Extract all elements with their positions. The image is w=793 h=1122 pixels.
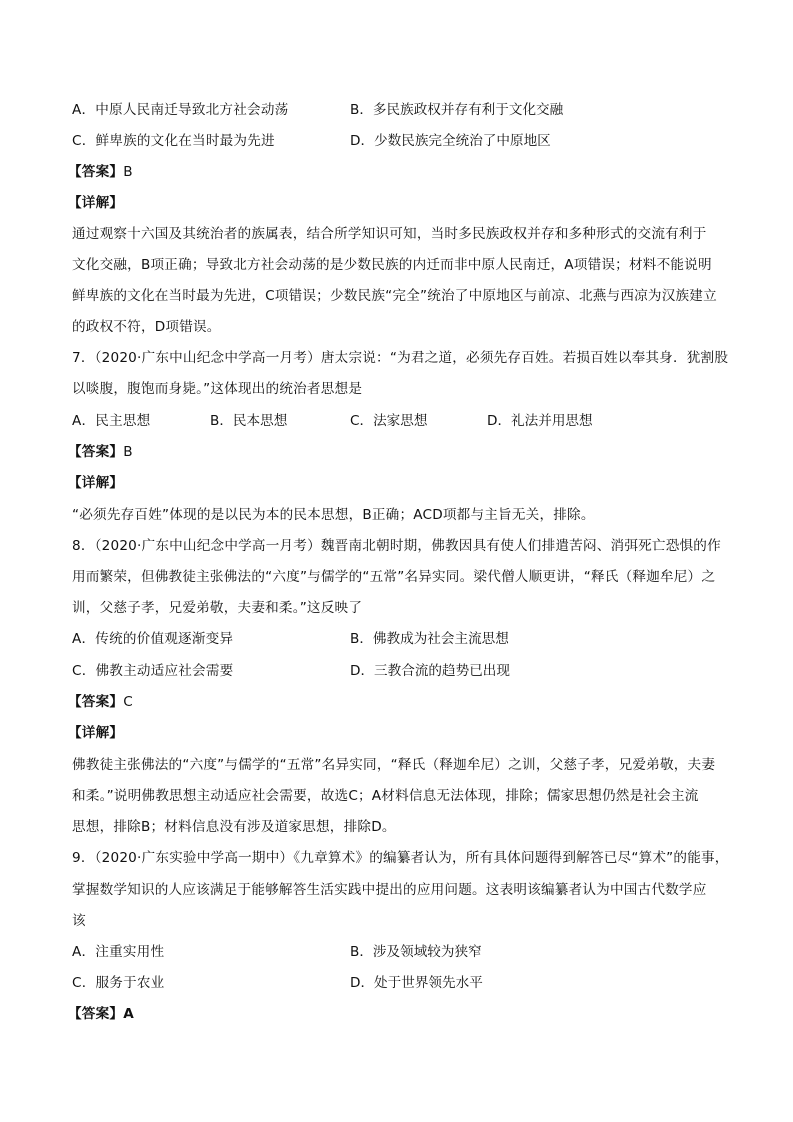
q6-option-c: C．鲜卑族的文化在当时最为先进 xyxy=(72,133,275,149)
q6-option-d: D．少数民族完全统治了中原地区 xyxy=(350,133,551,149)
answer-value: A xyxy=(123,1006,134,1022)
q8-stem-line: 训，父慈子孝，兄爱弟敬，夫妻和柔。”这反映了 xyxy=(72,600,363,616)
q8-detail-line: 和柔。”说明佛教思想主动适应社会需要，故选C；A材料信息无法体现，排除；儒家思想仍然是社会主流 xyxy=(72,788,699,804)
q9-option-c: C．服务于农业 xyxy=(72,975,165,991)
q6-detail-line: 的政权不符，D项错误。 xyxy=(72,319,221,335)
q9-stem-line: 该 xyxy=(72,913,86,929)
q7-option-c: C．法家思想 xyxy=(350,413,428,429)
answer-value: B xyxy=(123,164,133,180)
q7-detail-label: 【详解】 xyxy=(68,475,124,491)
q6-detail-line: 文化交融，B项正确；导致北方社会动荡的是少数民族的内迁而非中原人民南迁，A项错误；材料不能说明 xyxy=(72,257,712,273)
q8-stem-line: 8．（2020·广东中山纪念中学高一月考）魏晋南北朝时期，佛教因具有使人们排遣苦闷、消弭死亡恐惧的作 xyxy=(72,538,721,554)
q7-option-d: D．礼法并用思想 xyxy=(487,413,593,429)
q7-stem-line: 以啖腹，腹饱而身毙。”这体现出的统治者思想是 xyxy=(72,381,363,397)
answer-label: 【答案】 xyxy=(68,694,124,710)
q6-detail-line: 通过观察十六国及其统治者的族属表，结合所学知识可知，当时多民族政权并存和多种形式的交流有利于 xyxy=(72,226,707,242)
q8-detail-line: 佛教徒主张佛法的“六度”与儒学的“五常”名异实同，“释氏（释迦牟尼）之训，父慈子孝，兄爱弟敬，夫妻 xyxy=(72,757,716,773)
q7-answer xyxy=(68,442,133,462)
q7-detail-line: “必须先存百姓”体现的是以民为本的民本思想，B正确；ACD项都与主旨无关，排除。 xyxy=(72,507,595,523)
q6-option-b: B．多民族政权并存有利于文化交融 xyxy=(350,102,564,118)
answer-label: 【答案】 xyxy=(68,164,124,180)
q9-option-d: D．处于世界领先水平 xyxy=(350,975,483,991)
q8-option-b: B．佛教成为社会主流思想 xyxy=(350,631,509,647)
q8-option-c: C．佛教主动适应社会需要 xyxy=(72,663,234,679)
q6-detail-line: 鲜卑族的文化在当时最为先进，C项错误；少数民族“完全”统治了中原地区与前凉、北燕与西凉为汉族建立 xyxy=(72,288,717,304)
q6-answer xyxy=(68,162,133,182)
answer-value: B xyxy=(123,444,133,460)
q9-answer xyxy=(68,1004,134,1024)
answer-label: 【答案】 xyxy=(68,444,124,460)
q6-option-a: A．中原人民南迁导致北方社会动荡 xyxy=(72,102,289,118)
q9-option-b: B．涉及领域较为狭窄 xyxy=(350,944,482,960)
q8-detail-line: 思想，排除B；材料信息没有涉及道家思想，排除D。 xyxy=(72,819,396,835)
answer-label: 【答案】 xyxy=(68,1006,124,1022)
q8-detail-label: 【详解】 xyxy=(68,725,124,741)
q7-option-b: B．民本思想 xyxy=(210,413,288,429)
answer-value: C xyxy=(123,694,133,710)
q9-stem-line: 9．（2020·广东实验中学高一期中）《九章算术》的编纂者认为，所有具体问题得到解答已尽“算术”的能事， xyxy=(72,850,729,866)
q9-option-a: A．注重实用性 xyxy=(72,944,165,960)
q6-detail-label: 【详解】 xyxy=(68,195,124,211)
q8-option-d: D．三教合流的趋势已出现 xyxy=(350,663,510,679)
q7-stem-line: 7．（2020·广东中山纪念中学高一月考）唐太宗说：“为君之道，必须先存百姓。若损百姓以奉其身．犹割股 xyxy=(72,350,729,366)
q8-stem-line: 用而繁荣，但佛教徒主张佛法的“六度”与儒学的“五常”名异实同。梁代僧人顺更讲，“释氏（释迦牟尼）之 xyxy=(72,569,716,585)
q8-answer xyxy=(68,692,133,712)
q7-option-a: A．民主思想 xyxy=(72,413,151,429)
q8-option-a: A．传统的价值观逐渐变异 xyxy=(72,631,234,647)
q9-stem-line: 掌握数学知识的人应该满足于能够解答生活实践中提出的应用问题。这表明该编纂者认为中国古代数学应 xyxy=(72,882,707,898)
